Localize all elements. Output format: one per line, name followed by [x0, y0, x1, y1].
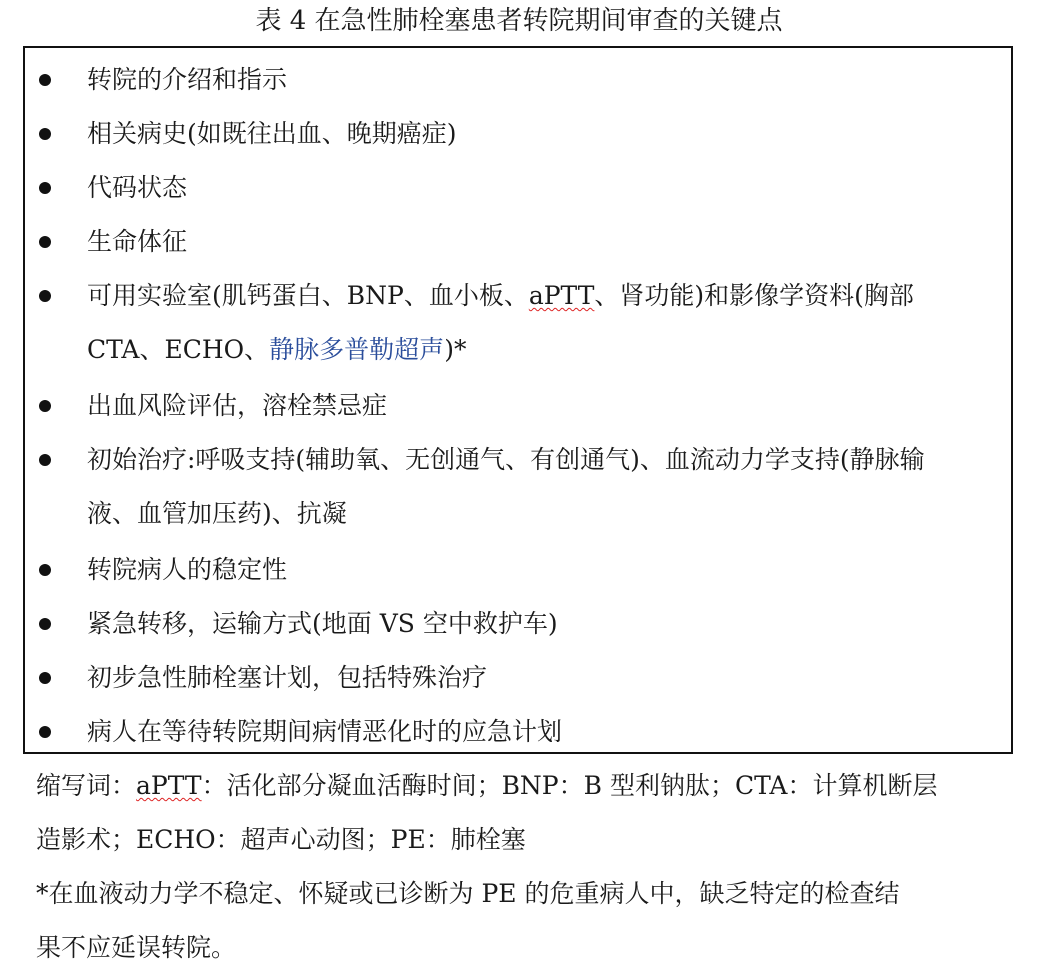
list-item-text: 转院的介绍和指示	[87, 65, 288, 94]
bullet-icon	[39, 672, 51, 684]
list-item-text: 代码状态	[87, 173, 188, 202]
list-item-text: 转院病人的稳定性	[87, 555, 288, 584]
bullet-icon	[39, 726, 51, 738]
bullet-icon	[39, 74, 51, 86]
footnote-line-1: *在血液动力学不稳定、怀疑或已诊断为 PE 的危重病人中，缺乏特定的检查结	[36, 879, 900, 908]
highlighted-term: 静脉多普勒超声	[269, 335, 445, 364]
bullet-icon	[39, 290, 51, 302]
bullet-icon	[39, 128, 51, 140]
list-item-text: 初步急性肺栓塞计划，包括特殊治疗	[87, 663, 488, 692]
list-item-text: 液、血管加压药)、抗凝	[87, 499, 347, 528]
bullet-icon	[39, 564, 51, 576]
list-item-text: 生命体征	[87, 227, 188, 256]
text-segment: 缩写词：	[36, 771, 137, 800]
text-segment: CTA、ECHO、	[87, 335, 270, 364]
bullet-icon	[39, 454, 51, 466]
text-segment: 、肾功能)和影像学资料(胸部	[594, 281, 914, 310]
list-item-text: 出血风险评估，溶栓禁忌症	[87, 391, 388, 420]
footnote-line-2: 果不应延误转院。	[36, 933, 237, 962]
list-item-text: 病人在等待转院期间病情恶化时的应急计划	[87, 717, 563, 746]
spellcheck-word: aPTT	[136, 771, 202, 800]
text-segment: )*	[444, 335, 467, 364]
bullet-icon	[39, 400, 51, 412]
key-points-table	[23, 46, 1013, 754]
abbreviations-line-2: 造影术；ECHO：超声心动图；PE：肺栓塞	[36, 825, 526, 854]
list-item-text	[87, 282, 914, 310]
table-title: 表 4 在急性肺栓塞患者转院期间审查的关键点	[255, 6, 783, 36]
list-item-text: 相关病史(如既往出血、晚期癌症)	[87, 119, 457, 148]
list-item-text	[87, 336, 466, 364]
list-item-text: 紧急转移，运输方式(地面 VS 空中救护车)	[87, 609, 558, 638]
bullet-icon	[39, 236, 51, 248]
list-item-text: 初始治疗:呼吸支持(辅助氧、无创通气、有创通气)、血流动力学支持(静脉输	[87, 445, 925, 474]
text-segment: 可用实验室(肌钙蛋白、BNP、血小板、	[87, 281, 529, 310]
text-segment: ：活化部分凝血活酶时间；BNP：B 型利钠肽；CTA：计算机断层	[201, 771, 938, 800]
bullet-icon	[39, 182, 51, 194]
bullet-icon	[39, 618, 51, 630]
spellcheck-word: aPTT	[528, 281, 595, 310]
abbreviations-line-1	[36, 772, 937, 800]
